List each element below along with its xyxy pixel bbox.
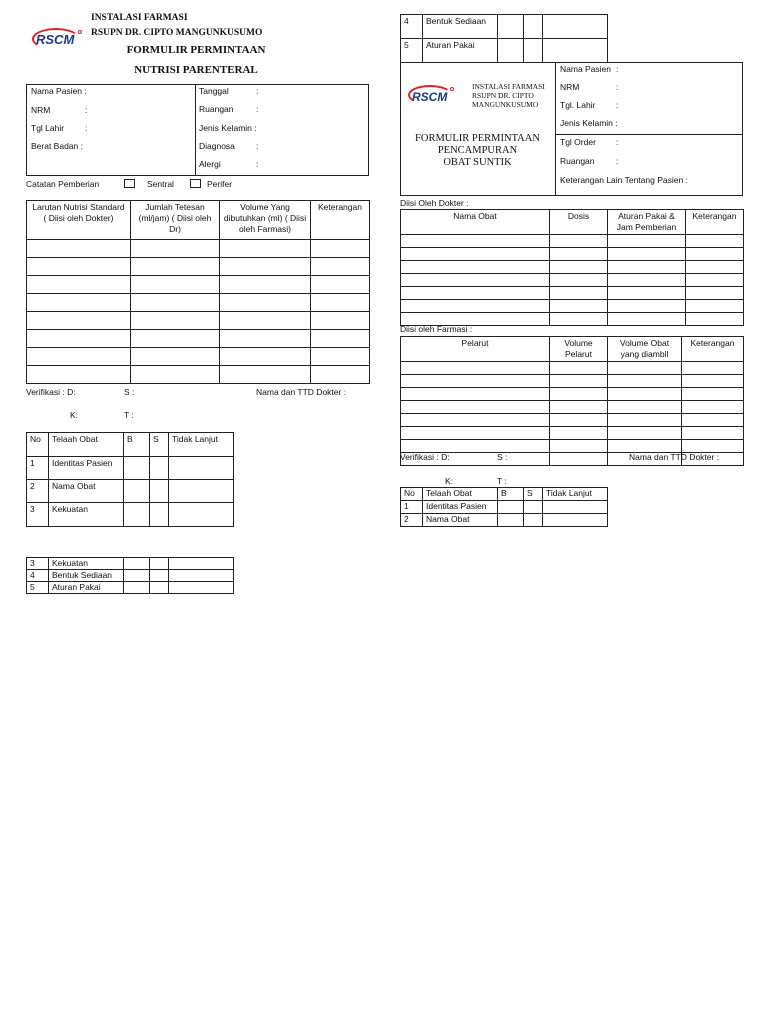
verification-t-label: T : — [124, 410, 134, 420]
pharmacy-table — [400, 336, 744, 466]
table-row — [27, 558, 234, 570]
table-cell[interactable] — [524, 501, 543, 514]
nutrition-header-volume: Volume Yang dibutuhkan (ml) ( Diisi oleh Farmasi) — [220, 201, 311, 240]
review-item: Aturan Pakai — [49, 582, 124, 594]
table-cell[interactable] — [498, 514, 524, 527]
table-row — [27, 294, 370, 312]
table-row — [27, 258, 370, 276]
pharmacy-header-solvent: Pelarut — [401, 337, 550, 362]
header-box-divider — [555, 62, 556, 196]
table-row — [27, 330, 370, 348]
doctor-order-table — [400, 209, 744, 326]
review-item: Identitas Pasien — [49, 457, 124, 480]
allergy-label: Alergi — [199, 159, 221, 169]
nrm-label: NRM — [31, 105, 51, 115]
rscm-logo: RSCM — [36, 32, 420, 47]
table-cell[interactable] — [686, 235, 744, 248]
table-cell[interactable] — [311, 366, 370, 384]
nrm-colon: : — [616, 82, 619, 92]
table-cell[interactable] — [682, 401, 744, 414]
table-cell[interactable] — [682, 388, 744, 401]
order-date-colon: : — [616, 137, 619, 147]
table-cell[interactable] — [550, 362, 608, 375]
form-subtitle-2: OBAT SUNTIK — [443, 157, 512, 168]
table-row — [27, 276, 370, 294]
pharmacy-header-solvent-volume: Volume Pelarut — [550, 337, 608, 362]
table-row — [27, 570, 234, 582]
doctor-section-label: Diisi Oleh Dokter : — [400, 198, 469, 208]
table-cell[interactable] — [150, 582, 169, 594]
left-form — [0, 0, 384, 600]
table-cell[interactable] — [401, 440, 550, 453]
administration-note-label: Catatan Pemberian — [26, 179, 100, 189]
table-cell[interactable] — [608, 300, 686, 313]
table-cell[interactable] — [401, 248, 550, 261]
review-header-item: Telaah Obat — [49, 433, 124, 457]
table-cell[interactable] — [220, 348, 311, 366]
hospital-name-line2: MANGUNKUSUMO — [472, 100, 539, 109]
review-no: 4 — [401, 15, 423, 39]
table-cell[interactable] — [27, 348, 131, 366]
ward-label: Ruangan — [560, 156, 595, 166]
table-cell[interactable] — [401, 274, 550, 287]
review-header-b: B — [124, 433, 150, 457]
table-cell[interactable] — [220, 276, 311, 294]
table-cell[interactable] — [124, 582, 150, 594]
table-cell[interactable] — [686, 313, 744, 326]
pharmacy-header-drug-volume: Volume Obat yang diambil — [608, 337, 682, 362]
table-cell[interactable] — [169, 457, 234, 480]
sentral-label: Sentral — [147, 179, 174, 189]
birthdate-label: Tgl Lahir — [31, 123, 65, 133]
table-row — [401, 440, 744, 453]
institution-name: INSTALASI FARMASI — [472, 82, 545, 91]
table-cell[interactable] — [524, 15, 543, 39]
table-row — [401, 300, 744, 313]
table-cell[interactable] — [124, 457, 150, 480]
table-cell[interactable] — [311, 330, 370, 348]
table-cell[interactable] — [682, 375, 744, 388]
gender-label: Jenis Kelamin : — [560, 118, 618, 128]
table-cell[interactable] — [131, 258, 220, 276]
gender-label: Jenis Kelamin : — [199, 123, 257, 133]
table-cell[interactable] — [401, 375, 550, 388]
form-title: FORMULIR PERMINTAAN — [415, 133, 540, 144]
table-cell[interactable] — [608, 235, 686, 248]
review-header-no: No — [401, 488, 423, 501]
nutrition-header-solution: Larutan Nutrisi Standard ( Diisi oleh Dokter) — [27, 201, 131, 240]
birthdate-colon: : — [85, 123, 88, 133]
rscm-logo: RSCM — [412, 90, 768, 104]
review-header-no: No — [27, 433, 49, 457]
drug-review-table-continued — [26, 557, 234, 594]
pharmacy-header-notes: Keterangan — [682, 337, 744, 362]
review-no: 4 — [27, 570, 49, 582]
review-no: 3 — [27, 558, 49, 570]
review-header-followup: Tidak Lanjut — [169, 433, 234, 457]
patient-order-divider — [555, 134, 743, 135]
right-form — [384, 0, 768, 600]
table-cell[interactable] — [169, 582, 234, 594]
table-cell[interactable] — [124, 503, 150, 527]
table-cell[interactable] — [401, 261, 550, 274]
table-cell[interactable] — [550, 313, 608, 326]
table-cell[interactable] — [524, 514, 543, 527]
table-cell[interactable] — [150, 503, 169, 527]
patient-name-label: Nama Pasien : — [31, 86, 87, 96]
review-no: 5 — [401, 39, 423, 63]
table-cell[interactable] — [686, 261, 744, 274]
table-cell[interactable] — [686, 274, 744, 287]
form-title: FORMULIR PERMINTAAN — [126, 44, 266, 56]
table-cell[interactable] — [401, 235, 550, 248]
table-cell[interactable] — [608, 287, 686, 300]
review-no: 3 — [27, 503, 49, 527]
table-cell[interactable] — [550, 274, 608, 287]
table-cell[interactable] — [27, 330, 131, 348]
table-row — [401, 274, 744, 287]
table-cell[interactable] — [550, 261, 608, 274]
nutrition-header-notes: Keterangan — [311, 201, 370, 240]
table-cell[interactable] — [498, 39, 524, 63]
ward-label: Ruangan — [199, 104, 234, 114]
doctor-header-drug: Nama Obat — [401, 210, 550, 235]
table-cell[interactable] — [608, 261, 686, 274]
review-item: Nama Obat — [49, 480, 124, 503]
table-cell[interactable] — [220, 312, 311, 330]
doctor-header-dose: Dosis — [550, 210, 608, 235]
patient-info-box — [26, 84, 369, 176]
review-item: Bentuk Sediaan — [49, 570, 124, 582]
form-subtitle: NUTRISI PARENTERAL — [134, 64, 258, 76]
table-cell[interactable] — [686, 248, 744, 261]
table-row — [401, 427, 744, 440]
hospital-name-line1: RSUPN DR. CIPTO — [472, 91, 534, 100]
weight-label: Berat Badan : — [31, 141, 83, 151]
verification-label: Verifikasi : D: — [26, 387, 76, 397]
table-cell[interactable] — [131, 276, 220, 294]
pharmacy-section-label: Diisi oleh Farmasi : — [400, 324, 473, 334]
drug-review-table — [26, 432, 234, 527]
ward-colon: : — [256, 104, 259, 114]
review-item: Identitas Pasien — [423, 501, 498, 514]
table-cell[interactable] — [311, 348, 370, 366]
date-colon: : — [256, 86, 259, 96]
table-row — [401, 15, 608, 39]
table-row — [27, 366, 370, 384]
review-no: 1 — [401, 501, 423, 514]
table-row — [401, 261, 744, 274]
nrm-colon: : — [85, 105, 88, 115]
allergy-colon: : — [256, 159, 259, 169]
table-cell[interactable] — [401, 401, 550, 414]
doctor-signature-label: Nama dan TTD Dokter : — [256, 387, 347, 397]
table-cell[interactable] — [27, 294, 131, 312]
doctor-header-notes: Keterangan — [686, 210, 744, 235]
table-cell[interactable] — [550, 375, 608, 388]
table-cell[interactable] — [550, 401, 608, 414]
table-cell[interactable] — [543, 39, 608, 63]
table-cell[interactable] — [608, 362, 682, 375]
review-header-s: S — [524, 488, 543, 501]
table-cell[interactable] — [608, 248, 686, 261]
table-row — [27, 503, 234, 527]
review-no: 1 — [27, 457, 49, 480]
table-cell[interactable] — [27, 258, 131, 276]
table-row — [401, 514, 608, 527]
table-row — [401, 414, 744, 427]
review-header-b: B — [498, 488, 524, 501]
table-row — [401, 375, 744, 388]
sentral-checkbox[interactable] — [124, 179, 135, 188]
verification-label: Verifikasi : D: — [400, 452, 450, 462]
table-row — [401, 248, 744, 261]
table-cell[interactable] — [543, 514, 608, 527]
verification-k-label: K: — [70, 410, 79, 420]
table-cell[interactable] — [220, 294, 311, 312]
review-header-s: S — [150, 433, 169, 457]
table-cell[interactable] — [550, 235, 608, 248]
table-cell[interactable] — [401, 362, 550, 375]
table-cell[interactable] — [498, 15, 524, 39]
verification-k-label: K: — [445, 476, 454, 486]
table-cell[interactable] — [311, 276, 370, 294]
form-subtitle-1: PENCAMPURAN — [437, 145, 518, 156]
table-row — [401, 362, 744, 375]
table-cell[interactable] — [169, 558, 234, 570]
table-cell[interactable] — [550, 248, 608, 261]
doctor-signature-label: Nama dan TTD Dokter : — [629, 452, 720, 462]
table-cell[interactable] — [220, 366, 311, 384]
birthdate-colon: : — [616, 100, 619, 110]
date-label: Tanggal — [199, 86, 229, 96]
order-date-label: Tgl Order — [560, 137, 596, 147]
review-header-followup: Tidak Lanjut — [543, 488, 608, 501]
table-cell[interactable] — [401, 300, 550, 313]
table-cell[interactable] — [550, 287, 608, 300]
table-cell[interactable] — [550, 300, 608, 313]
table-cell[interactable] — [311, 312, 370, 330]
table-cell[interactable] — [550, 440, 608, 453]
table-cell[interactable] — [682, 427, 744, 440]
table-cell[interactable] — [131, 294, 220, 312]
doctor-header-schedule: Aturan Pakai & Jam Pemberian — [608, 210, 686, 235]
review-item: Kekuatan — [49, 558, 124, 570]
table-cell[interactable] — [124, 480, 150, 503]
table-cell[interactable] — [498, 501, 524, 514]
table-cell[interactable] — [550, 414, 608, 427]
table-cell[interactable] — [608, 440, 682, 453]
table-cell[interactable] — [124, 558, 150, 570]
table-row — [401, 388, 744, 401]
table-cell[interactable] — [401, 414, 550, 427]
table-cell[interactable] — [150, 457, 169, 480]
review-header-item: Telaah Obat — [423, 488, 498, 501]
drug-review-table — [400, 487, 608, 527]
table-cell[interactable] — [608, 427, 682, 440]
table-cell[interactable] — [131, 366, 220, 384]
table-cell[interactable] — [550, 388, 608, 401]
table-cell[interactable] — [311, 294, 370, 312]
review-no: 2 — [27, 480, 49, 503]
table-cell[interactable] — [131, 240, 220, 258]
review-item: Aturan Pakai — [423, 39, 498, 63]
table-cell[interactable] — [27, 276, 131, 294]
table-cell[interactable] — [131, 330, 220, 348]
table-cell[interactable] — [682, 362, 744, 375]
drug-review-table-top — [400, 14, 608, 63]
table-row — [401, 287, 744, 300]
table-cell[interactable] — [150, 480, 169, 503]
table-cell[interactable] — [27, 312, 131, 330]
table-cell[interactable] — [543, 501, 608, 514]
table-row — [27, 348, 370, 366]
table-cell[interactable] — [608, 313, 686, 326]
table-cell[interactable] — [686, 300, 744, 313]
perifer-checkbox[interactable] — [190, 179, 201, 188]
table-row — [27, 480, 234, 503]
table-cell[interactable] — [220, 258, 311, 276]
table-cell[interactable] — [150, 570, 169, 582]
table-cell[interactable] — [169, 503, 234, 527]
diagnosis-colon: : — [256, 141, 259, 151]
table-cell[interactable] — [220, 330, 311, 348]
patient-name-colon: : — [616, 64, 619, 74]
patient-box-divider — [195, 84, 196, 176]
table-cell[interactable] — [131, 348, 220, 366]
table-cell[interactable] — [608, 375, 682, 388]
table-cell[interactable] — [608, 414, 682, 427]
ward-colon: : — [616, 156, 619, 166]
table-cell[interactable] — [131, 312, 220, 330]
verification-t-label: T : — [497, 476, 507, 486]
table-cell[interactable] — [27, 240, 131, 258]
table-cell[interactable] — [124, 570, 150, 582]
table-cell[interactable] — [27, 366, 131, 384]
table-cell[interactable] — [608, 388, 682, 401]
review-item: Kekuatan — [49, 503, 124, 527]
table-cell[interactable] — [550, 427, 608, 440]
table-cell[interactable] — [543, 15, 608, 39]
institution-name: INSTALASI FARMASI — [91, 13, 188, 23]
table-row — [401, 501, 608, 514]
patient-name-label: Nama Pasien — [560, 64, 612, 74]
table-cell[interactable] — [401, 427, 550, 440]
table-row — [27, 582, 234, 594]
table-cell[interactable] — [524, 39, 543, 63]
table-cell[interactable] — [311, 240, 370, 258]
table-cell[interactable] — [220, 240, 311, 258]
review-item: Nama Obat — [423, 514, 498, 527]
patient-notes-label: Keterangan Lain Tentang Pasien : — [560, 175, 688, 185]
table-cell[interactable] — [150, 558, 169, 570]
table-cell[interactable] — [682, 440, 744, 453]
table-row — [27, 240, 370, 258]
review-no: 5 — [27, 582, 49, 594]
diagnosis-label: Diagnosa — [199, 141, 235, 151]
table-row — [401, 401, 744, 414]
table-cell[interactable] — [608, 401, 682, 414]
table-row — [401, 235, 744, 248]
verification-s-label: S : — [124, 387, 135, 397]
nrm-label: NRM — [560, 82, 580, 92]
table-row — [401, 39, 608, 63]
table-cell[interactable] — [169, 480, 234, 503]
review-no: 2 — [401, 514, 423, 527]
table-row — [27, 457, 234, 480]
verification-s-label: S : — [497, 452, 508, 462]
birthdate-label: Tgl. Lahir — [560, 100, 596, 110]
table-cell[interactable] — [686, 287, 744, 300]
table-cell[interactable] — [608, 274, 686, 287]
table-cell[interactable] — [311, 258, 370, 276]
table-cell[interactable] — [169, 570, 234, 582]
table-cell[interactable] — [401, 388, 550, 401]
hospital-name: RSUPN DR. CIPTO MANGUNKUSUMO — [91, 28, 263, 38]
table-row — [27, 312, 370, 330]
nutrition-table — [26, 200, 370, 384]
table-cell[interactable] — [550, 453, 608, 466]
perifer-label: Perifer — [207, 179, 233, 189]
review-item: Bentuk Sediaan — [423, 15, 498, 39]
table-cell[interactable] — [401, 287, 550, 300]
nutrition-header-drip-rate: Jumlah Tetesan (ml/jam) ( Diisi oleh Dr) — [131, 201, 220, 240]
table-cell[interactable] — [682, 414, 744, 427]
